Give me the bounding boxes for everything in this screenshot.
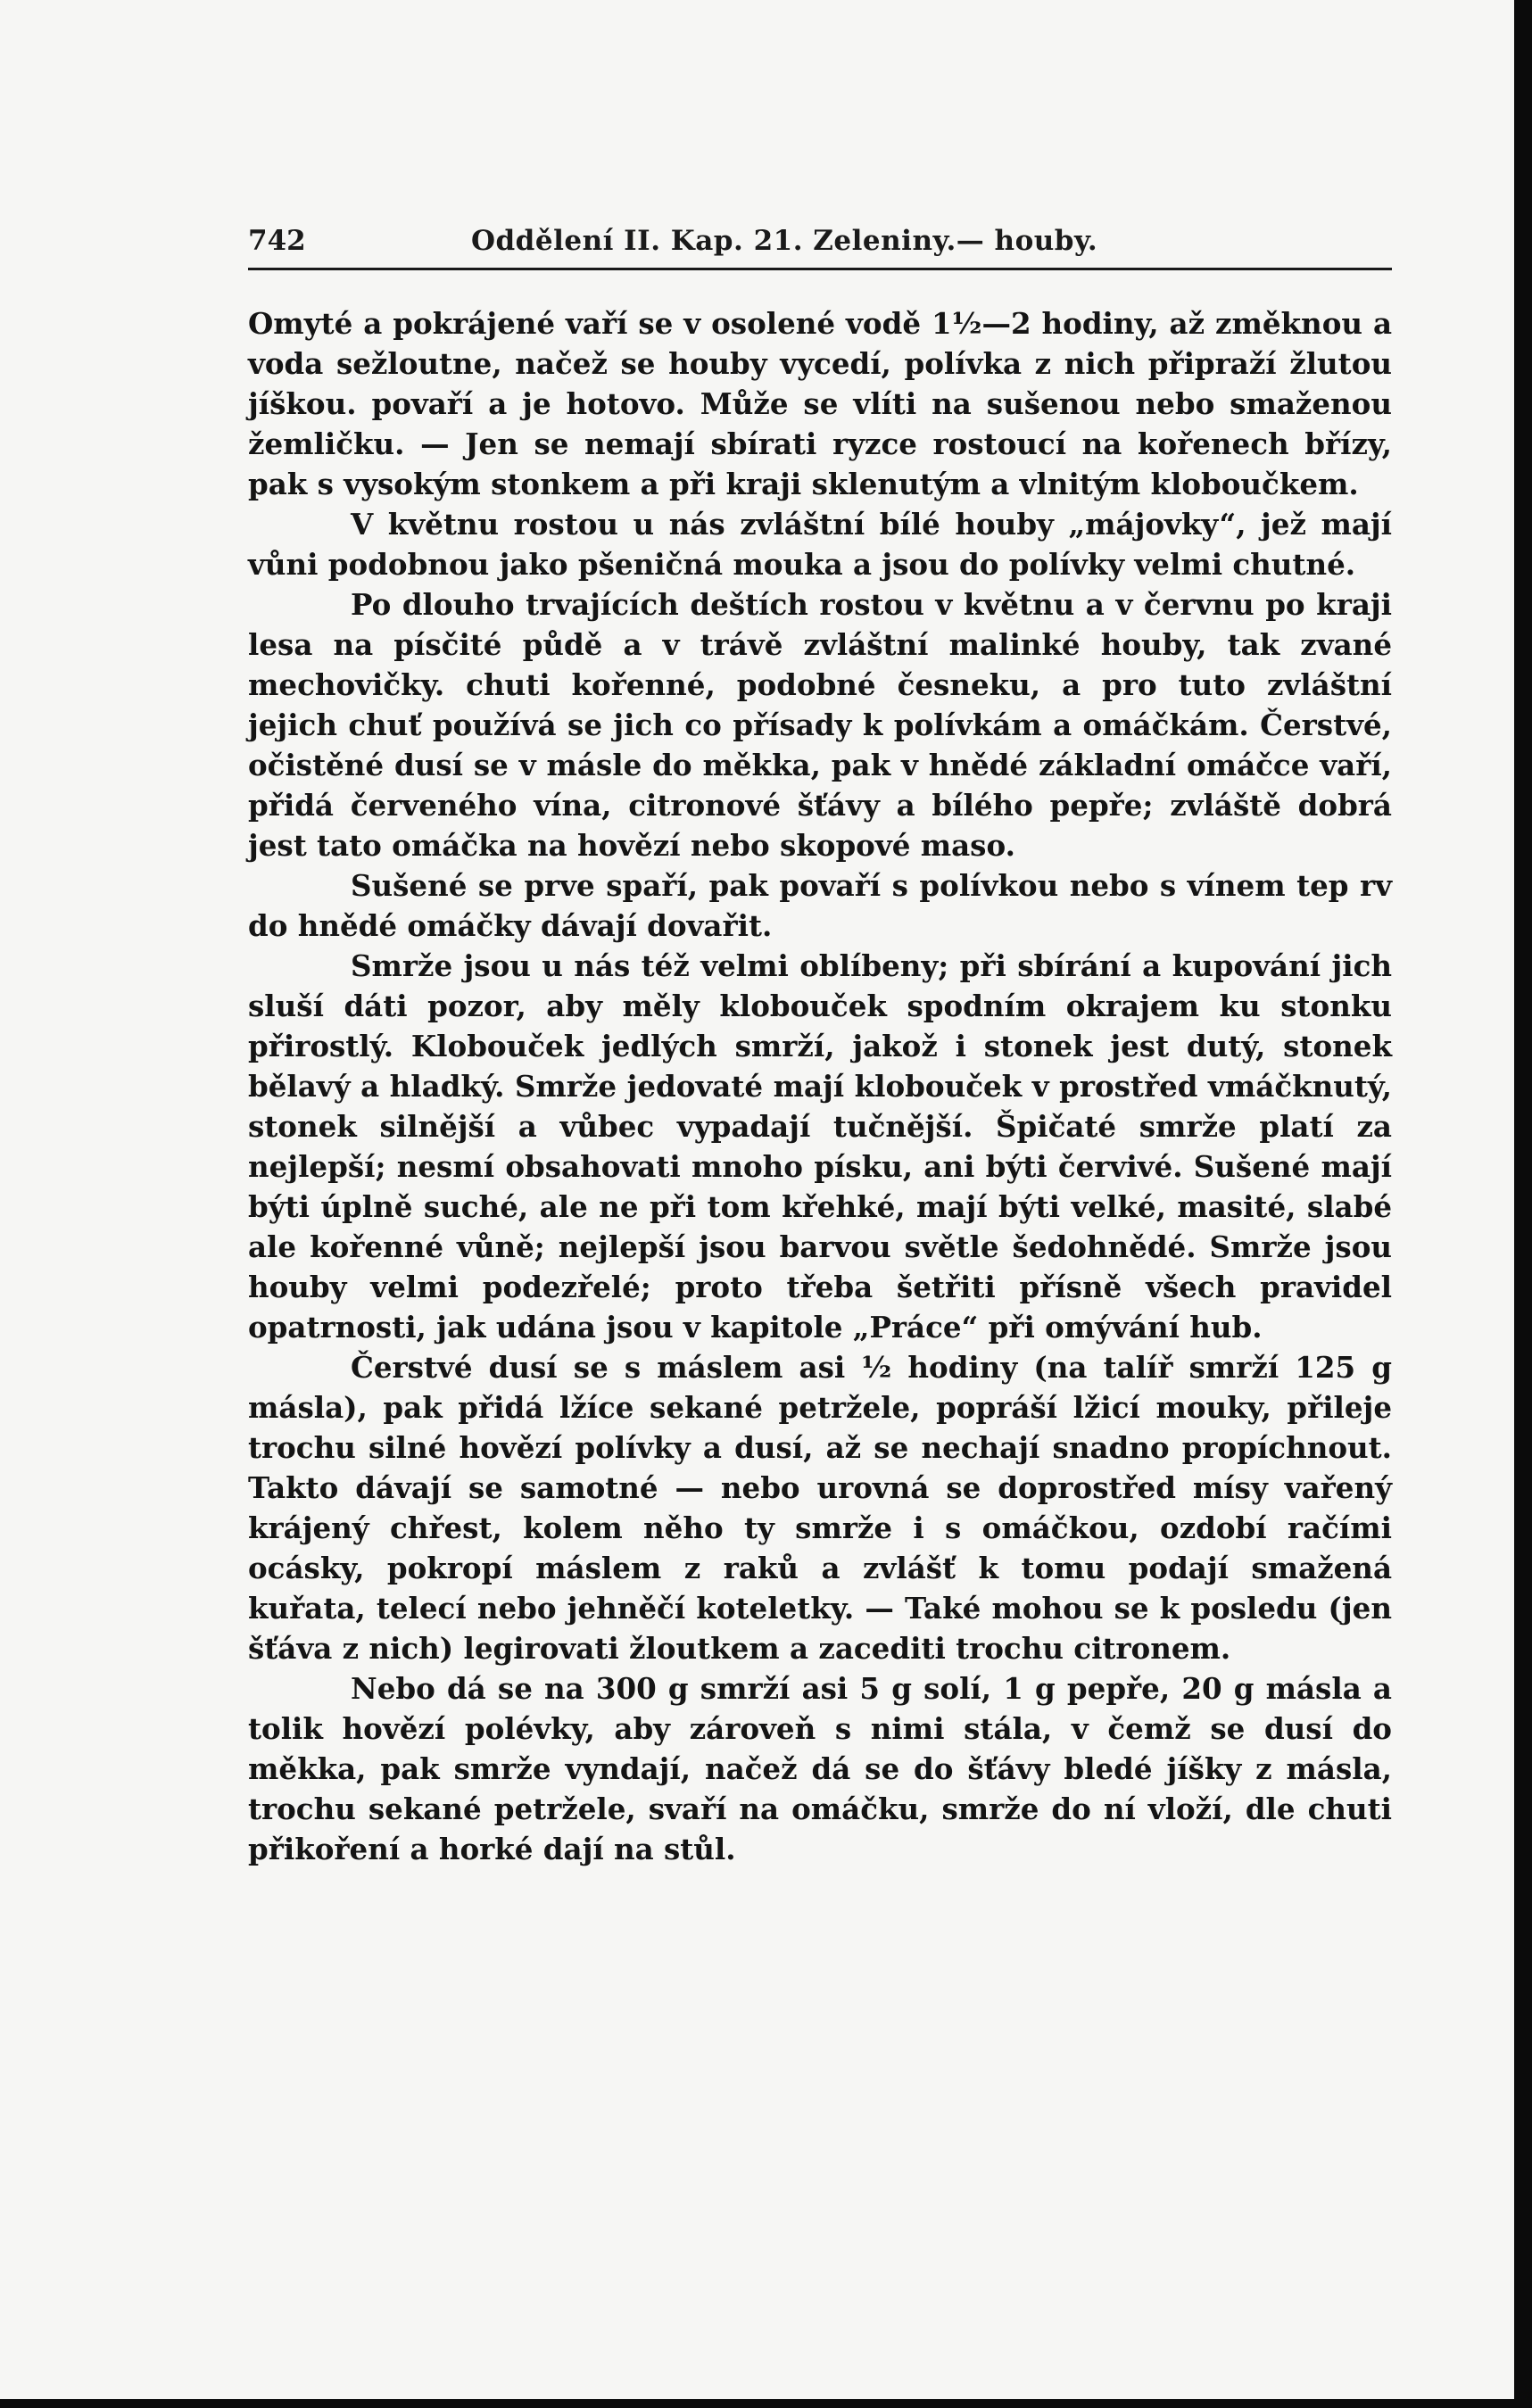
header-rule	[248, 268, 1392, 270]
page-body	[248, 303, 1392, 1869]
paragraph-7: Nebo dá se na 300 g smrží asi 5 g solí, 1 g pepře, 20 g másla a tolik hovězí polévky, aby zároveň s nimi stála, v čemž se dusí do měkka, pak smrže vyndají, načež dá se do šťávy bledé jíšky z másla, trochu sekané petržele, svaří na omáčku, smrže do ní vloží, dle chuti přikoření a horké dají na stůl.	[248, 1671, 1392, 1866]
page-number: 742	[248, 225, 306, 257]
page-header	[248, 225, 1390, 261]
paragraph-3: Po dlouho trvajících deštích rostou v květnu a v červnu po kraji lesa na písčité půdě a v trávě zvláštní malinké houby, tak zvané mechovičky. chuti kořenné, podobné česneku, a pro tuto zvláštní jejich chuť používá se jich co přísady k polívkám a omáčkám. Čerstvé, očistěné dusí se v másle do měkka, pak v hnědé základní omáčce vaří, přidá červeného vína, citronové šťávy a bílého pepře; zvláště dobrá jest tato omáčka na hovězí nebo skopové maso.	[248, 587, 1392, 863]
paragraph-2: V květnu rostou u nás zvláštní bílé houby „májovky“, jež mají vůni podobnou jako pšeničná mouka a jsou do polívky velmi chutné.	[248, 507, 1392, 582]
paragraph-6: Čerstvé dusí se s máslem asi ½ hodiny (na talíř smrží 125 g másla), pak přidá lžíce sekané petržele, popráší lžicí mouky, přileje trochu silné hovězí polívky a dusí, až se nechají snadno propíchnout. Takto dávají se samotné — nebo urovná se doprostřed mísy vařený krájený chřest, kolem něho ty smrže i s omáčkou, ozdobí račími ocásky, pokropí máslem z raků a zvlášť k tomu podají smažená kuřata, telecí nebo jehněčí koteletky. — Také mohou se k posledu (jen šťáva z nich) legirovati žloutkem a zacediti trochu citronem.	[248, 1350, 1392, 1666]
paragraph-4: Sušené se prve spaří, pak povaří s polívkou nebo s vínem tep rv do hnědé omáčky dávají dovařit.	[248, 868, 1392, 943]
running-title: Oddělení II. Kap. 21. Zeleniny.— houby.	[471, 225, 1098, 257]
paragraph-1: Omyté a pokrájené vaří se v osolené vodě 1½—2 hodiny, až změknou a voda sežloutne, načež se houby vycedí, polívka z nich připraží žlutou jíškou. povaří a je hotovo. Může se vlíti na sušenou nebo smaženou žemličku. — Jen se nemají sbírati ryzce rostoucí na kořenech břízy, pak s vysokým stonkem a při kraji sklenutým a vlnitým kloboučkem.	[248, 306, 1392, 501]
paragraph-5: Smrže jsou u nás též velmi oblíbeny; při sbírání a kupování jich sluší dáti pozor, aby měly klobouček spodním okrajem ku stonku přirostlý. Klobouček jedlých smrží, jakož i stonek jest dutý, stonek bělavý a hladký. Smrže jedovaté mají klobouček v prostřed vmáčknutý, stonek silnější a vůbec vypadají tučnější. Špičaté smrže platí za nejlepší; nesmí obsahovati mnoho písku, ani býti červivé. Sušené mají býti úplně suché, ale ne při tom křehké, mají býti velké, masité, slabé ale kořenné vůně; nejlepší jsou barvou světle šedohnědé. Smrže jsou houby velmi podezřelé; proto třeba šetřiti přísně všech pravidel opatrnosti, jak udána jsou v kapitole „Práce“ při omývání hub.	[248, 948, 1392, 1345]
